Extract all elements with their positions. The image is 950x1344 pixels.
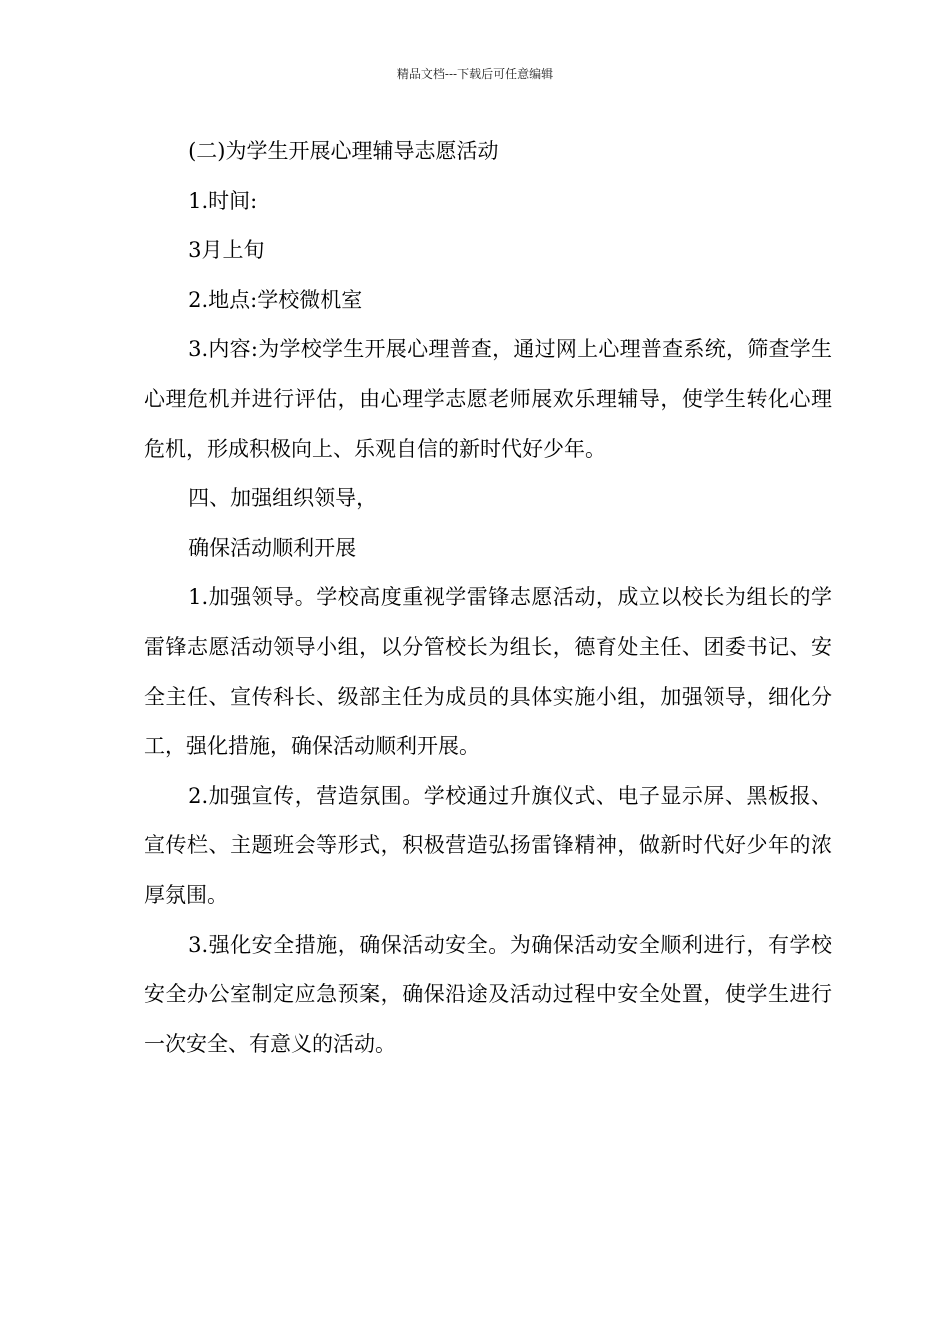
time-value: 3月上旬: [188, 238, 265, 263]
page-header: 精品文档---下载后可任意编辑: [396, 67, 554, 81]
location-line: 2.地点:学校微机室: [188, 287, 363, 312]
section-subheading: 确保活动顺利开展: [188, 535, 357, 560]
document-body: [144, 127, 832, 1069]
time-label: 1.时间:: [188, 188, 258, 213]
safety-paragraph: 3.强化安全措施，确保活动安全。为确保活动安全顺利进行，有学校安全办公室制定应急预案，确保沿途及活动过程中安全处置，使学生进行一次安全、有意义的活动。: [144, 932, 832, 1056]
content-paragraph: 3.内容:为学校学生开展心理普查，通过网上心理普查系统，筛查学生心理危机并进行评估，由心理学志愿老师展欢乐理辅导，使学生转化心理危机，形成积极向上、乐观自信的新时代好少年。: [144, 337, 832, 461]
section-heading-organization: 四、加强组织领导，: [188, 486, 378, 511]
leadership-paragraph: 1.加强领导。学校高度重视学雷锋志愿活动，成立以校长为组长的学雷锋志愿活动领导小组，以分管校长为组长，德育处主任、团委书记、安全主任、宣传科长、级部主任为成员的具体实施小组，加强领导，细化分工，强化措施，确保活动顺利开展。: [144, 585, 832, 759]
section-heading-psych: (二)为学生开展心理辅导志愿活动: [188, 139, 499, 163]
publicity-paragraph: 2.加强宣传，营造氛围。学校通过升旗仪式、电子显示屏、黑板报、宣传栏、主题班会等形式，积极营造弘扬雷锋精神，做新时代好少年的浓厚氛围。: [144, 783, 832, 907]
